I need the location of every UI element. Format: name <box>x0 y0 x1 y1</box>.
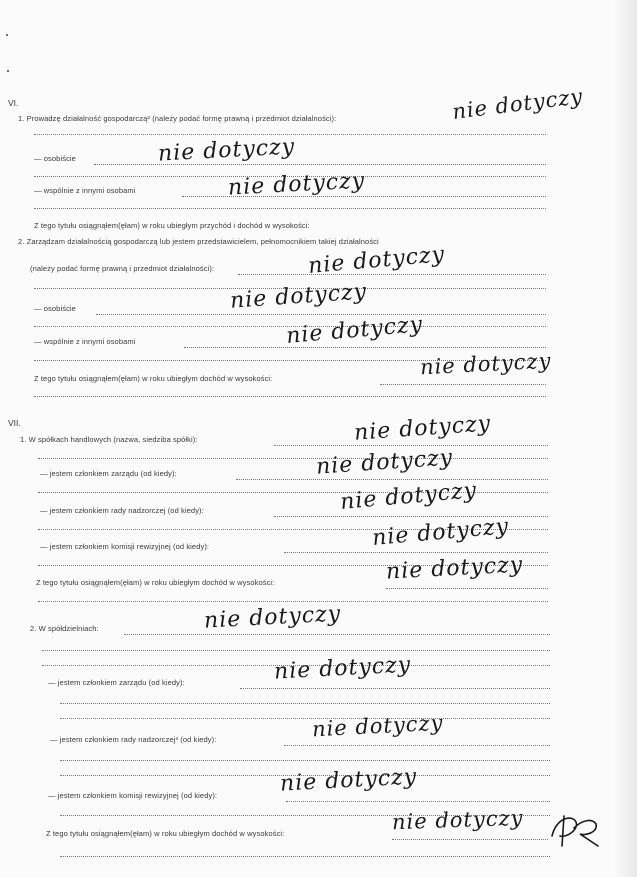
s7-q1-komisja-label: — jestem członkiem komisji rewizyjnej (od kiedy): <box>40 542 210 551</box>
s7-q1-komisja-answer: nie dotyczy <box>371 514 510 551</box>
s7-q2-komisja-label: — jestem członkiem komisji rewizyjnej (od kiedy): <box>48 791 218 800</box>
dotted-line <box>42 650 550 651</box>
s6-q2-osobiscie-answer: nie dotyczy <box>229 279 368 314</box>
dotted-line <box>124 634 550 635</box>
dotted-line <box>380 384 546 385</box>
s7-q2-rada-answer: nie dotyczy <box>311 710 444 742</box>
dotted-line <box>386 588 548 589</box>
s6-q1-answer: nie dotyczy <box>451 84 585 124</box>
s7-q1-income-label: Z tego tytułu osiągnąłem(ęłam) w roku ubiegłym dochód w wysokości: <box>36 578 275 587</box>
s6-q1-label: 1. Prowadzę działalność gospodarczą² (należy podać formę prawną i przedmiot działalności): <box>18 114 337 123</box>
s6-q1-wspolnie-answer: nie dotyczy <box>227 168 366 201</box>
s7-q2-rada-label: — jestem członkiem rady nadzorczej³ (od kiedy): <box>50 735 217 744</box>
dotted-line <box>286 801 550 802</box>
dotted-line <box>284 745 550 746</box>
section-heading-vii: VII. <box>8 418 21 428</box>
s6-q2-wspolnie-label: — wspólnie z innymi osobami <box>34 337 136 346</box>
s7-q2-income-label: Z tego tytułu osiągnąłem(ęłam) w roku ubiegłym dochód w wysokości: <box>46 829 285 838</box>
dotted-line <box>240 688 550 689</box>
s7-q1-zarzad-answer: nie dotyczy <box>315 445 454 480</box>
handwritten-initials-signature <box>546 806 604 850</box>
s6-q1-osobiscie-label: — osobiście <box>34 154 76 163</box>
scan-speck <box>7 70 9 72</box>
dotted-line <box>38 458 548 459</box>
s6-q1-wspolnie-label: — wspólnie z innymi osobami <box>34 186 136 195</box>
s7-q1-label: 1. W spółkach handlowych (nazwa, siedziba spółki): <box>20 435 198 444</box>
dotted-line <box>38 601 548 602</box>
s7-q2-komisja-answer: nie dotyczy <box>279 764 418 797</box>
section-heading-vi: VI. <box>8 98 19 108</box>
dotted-line <box>184 347 546 348</box>
dotted-line <box>96 314 546 315</box>
dotted-line <box>60 760 550 761</box>
scan-edge-shadow <box>613 0 637 877</box>
s6-q1-income-label: Z tego tytułu osiągnąłem(ęłam) w roku ubiegłym przychód i dochód w wysokości: <box>34 221 310 230</box>
s7-q2-label: 2. W spółdzielniach: <box>30 624 99 633</box>
dotted-line <box>60 703 550 704</box>
dotted-line <box>238 274 546 275</box>
s6-q2-osobiscie-label: — osobiście <box>34 304 76 313</box>
dotted-line <box>60 718 550 719</box>
s7-q1-rada-label: — jestem członkiem rady nadzorczej (od kiedy): <box>40 506 204 515</box>
s7-q2-answer: nie dotyczy <box>203 601 342 634</box>
s6-q2-label-line2: (należy podać formę prawną i przedmiot działalności): <box>30 264 215 273</box>
s7-q2-income-answer: nie dotyczy <box>391 805 524 835</box>
s7-q1-answer: nie dotyczy <box>353 411 492 446</box>
s7-q1-zarzad-label: — jestem członkiem zarządu (od kiedy): <box>40 469 177 478</box>
s6-q2-answer: nie dotyczy <box>307 242 446 279</box>
s6-q2-label-line1: 2. Zarządzam działalnością gospodarczą lub jestem przedstawicielem, pełnomocnikiem takiej działalności <box>18 237 379 246</box>
dotted-line <box>236 479 548 480</box>
scan-speck <box>6 34 8 36</box>
s6-q2-income-label: Z tego tytułu osiągnąłem(ęłam) w roku ubiegłym dochód w wysokości: <box>34 374 273 383</box>
s7-q2-zarzad-answer: nie dotyczy <box>273 652 412 685</box>
dotted-line <box>34 396 546 397</box>
s7-q1-income-answer: nie dotyczy <box>385 552 524 585</box>
s7-q2-zarzad-label: — jestem członkiem zarządu (od kiedy): <box>48 678 185 687</box>
s6-q2-wspolnie-answer: nie dotyczy <box>285 312 424 349</box>
dotted-line <box>392 839 548 840</box>
s6-q2-income-answer: nie dotyczy <box>419 348 552 380</box>
dotted-line <box>60 856 550 857</box>
dotted-line <box>274 445 548 446</box>
s7-q1-rada-answer: nie dotyczy <box>339 478 478 515</box>
s6-q1-osobiscie-answer: nie dotyczy <box>157 134 296 167</box>
dotted-line <box>34 208 546 209</box>
